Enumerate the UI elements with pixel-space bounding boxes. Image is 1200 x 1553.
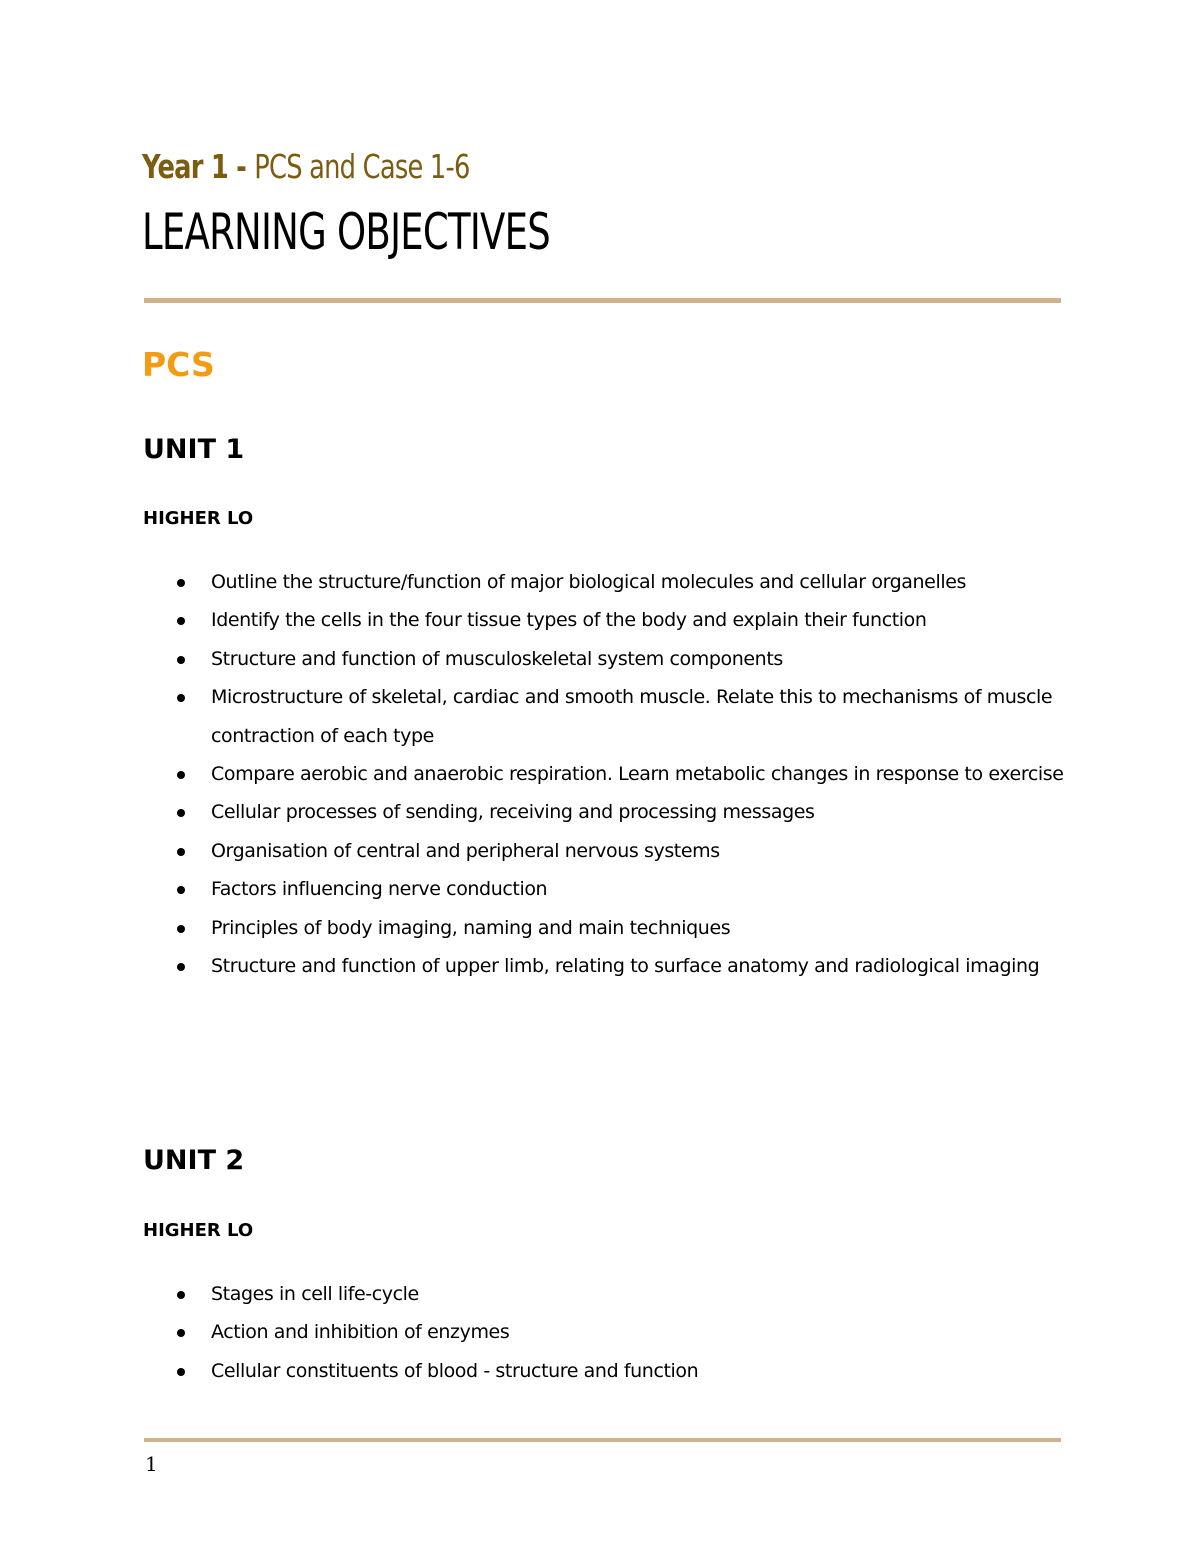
list-item [0,601,1071,639]
list-item [0,870,1071,908]
list-item [0,832,1071,870]
header-divider [144,298,1061,303]
list-item-text: Cellular constituents of blood - structure and function [211,1359,699,1382]
list-item [0,678,1071,755]
bullet-icon [177,1291,185,1299]
list-item-text: Cellular processes of sending, receiving and processing messages [211,801,815,824]
list-item-text: Compare aerobic and anaerobic respiration. Learn metabolic changes in response to exercise [211,763,1064,786]
bullet-icon [177,771,185,779]
list-item-text: Microstructure of skeletal, cardiac and smooth muscle. Relate this to mechanisms of muscle contraction of each type [211,686,1053,747]
bullet-icon [177,1368,185,1376]
page-number: 1 [145,1452,158,1476]
footer-divider [144,1438,1061,1442]
subtitle-course: PCS and Case 1-6 [254,147,470,186]
list-item [0,640,1071,678]
objectives-list [0,563,1100,985]
bullet-icon [177,925,185,933]
list-item-text: Organisation of central and peripheral nervous systems [211,839,720,862]
subtitle-year: Year 1 - [142,147,255,186]
list-item [0,1352,1071,1390]
list-item-text: Action and inhibition of enzymes [211,1321,510,1344]
document-subtitle [142,146,470,188]
bullet-icon [177,617,185,625]
objectives-list [0,1275,1100,1390]
bullet-icon [177,809,185,817]
bullet-icon [177,963,185,971]
list-item-text: Structure and function of musculoskeletal system components [211,647,783,670]
list-item-text: Outline the structure/function of major biological molecules and cellular organelles [211,571,967,593]
list-item [0,563,1071,601]
list-item-text: Identify the cells in the four tissue types of the body and explain their function [211,609,927,632]
bullet-icon [177,579,185,587]
list-item [0,755,1071,793]
section-title: PCS [142,345,215,384]
list-item-text: Stages in cell life-cycle [211,1283,419,1305]
lo-heading: HIGHER LO [143,1220,254,1241]
lo-heading: HIGHER LO [143,508,254,529]
list-item [0,909,1071,947]
list-item [0,1275,1071,1313]
list-item-text: Principles of body imaging, naming and main techniques [211,916,731,939]
bullet-icon [177,694,185,702]
list-item [0,1313,1071,1351]
list-item-text: Structure and function of upper limb, relating to surface anatomy and radiological imaging [211,955,1040,978]
bullet-icon [177,848,185,856]
list-item [0,793,1071,831]
unit-title: UNIT 1 [143,434,245,465]
list-item-text: Factors influencing nerve conduction [211,878,548,901]
unit-title: UNIT 2 [143,1145,245,1176]
list-item [0,947,1071,985]
document-title: LEARNING OBJECTIVES [142,203,550,261]
bullet-icon [177,656,185,664]
bullet-icon [177,1329,185,1337]
bullet-icon [177,886,185,894]
